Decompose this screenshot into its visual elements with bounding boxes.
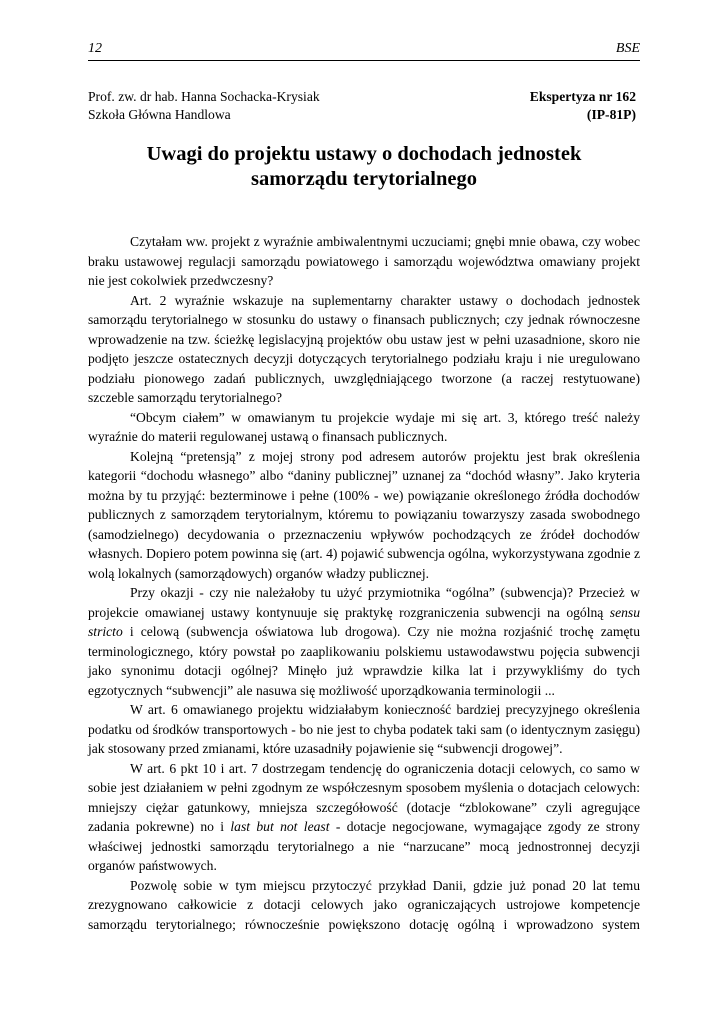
running-header	[88, 40, 640, 61]
title-line: Uwagi do projektu ustawy o dochodach jednostek	[146, 143, 582, 165]
paragraph	[88, 232, 640, 291]
expertise-code: (IP-81P)	[586, 107, 636, 122]
paragraph-text: i celową (subwencja oświatowa lub drogowa). Czy nie można rozjaśnić trochę zamętu terminologicznego, który powstał po zaaplikowaniu polskiemu ustawodawstwu pojęcia subwencji jako synonimu dotacji ogólnej? Minęło już wprawdzie kilka lat i przywykliśmy do tych egzotycznych “subwencji” ale nasuwa się możliwość uporządkowania terminologii ...	[88, 624, 640, 698]
paragraph-text: “Obcym ciałem” w omawianym tu projekcie wydaje mi się art. 3, którego treść należy wyraźnie do materii regulowanej ustawą o finansach publicznych.	[88, 409, 640, 444]
journal-abbreviation: BSE	[615, 41, 640, 56]
title-line: samorządu terytorialnego	[250, 168, 478, 190]
paragraph-text: Czytałam ww. projekt z wyraźnie ambiwalentnymi uczuciami; gnębi mnie obawa, czy wobec braku ustawowej regulacji samorządu powiatowego i samorządu województwa omawiany projekt nie jest cokolwiek przedwczesny?	[88, 234, 640, 288]
paragraph	[88, 291, 640, 408]
author-name: Prof. zw. dr hab. Hanna Sochacka-Krysiak	[88, 89, 320, 104]
paragraph	[88, 700, 640, 759]
paragraph	[88, 583, 640, 700]
page-number: 12	[88, 41, 102, 56]
author-institution: Szkoła Główna Handlowa	[88, 107, 231, 122]
paragraph-text: W art. 6 pkt 10 i art. 7 dostrzegam tendencję do ograniczenia dotacji celowych, co samo w sobie jest działaniem w pełni zgodnym ze współczesnym sposobem myślenia o dotacjach celowych: mniejszy ciężar gatunkowy, mniejsza szczegółowość (dotacje “zblokowane” czyli agregujące zadania pokrewne) no i	[88, 760, 640, 834]
latin-phrase: sensu stricto	[88, 604, 640, 639]
body-text	[88, 232, 640, 934]
paragraph	[88, 408, 640, 447]
paragraph-text: Kolejną “pretensją” z mojej strony pod adresem autorów projektu jest brak określenia kategorii “dochodu własnego” albo “daniny publicznej” uznanej za “dochód własny”. Jako kryteria można by tu przyjąć: bezterminowe i pełne (100% - we) powiązanie określonego źródła dochodów publicznych z samorządem terytorialnym, któremu to powiązaniu towarzyszy zasada swobodnego (samodzielnego) decydowania o przeznaczeniu wpływów pochodzących ze źródeł dochodów własnych. Dopiero potem powinna się (art. 4) pojawić subwencja ogólna, wykorzystywana zgodnie z wolą lokalnych (samorządowych) organów władzy publicznej.	[88, 448, 640, 581]
paragraph	[88, 447, 640, 584]
latin-phrase: last but not least	[230, 819, 330, 834]
paragraph-text: W art. 6 omawianego projektu widziałabym konieczność bardziej precyzyjnego określenia podatku od środków transportowych - bo nie jest to chyba podatek taki sam (o identycznym zasięgu) jak stosowany przed zmianami, które uzasadniły pojawienie się “subwencji drogowej”.	[88, 702, 640, 756]
paragraph	[88, 876, 640, 935]
author-block	[88, 88, 636, 124]
paragraph	[88, 759, 640, 876]
expertise-number: Ekspertyza nr 162	[529, 89, 636, 104]
paragraph-text: Przy okazji - czy nie należałoby tu użyć przymiotnika “ogólna” (subwencja)? Przecież w projekcie omawianej ustawy kontynuuje się praktykę rozgraniczenia subwencji na ogólną	[88, 585, 640, 620]
paragraph-text: Pozwolę sobie w tym miejscu przytoczyć przykład Danii, gdzie już ponad 20 lat temu zrezygnowano całkowicie z dotacji celowych jako ograniczających ustrojowe kompetencje samorządu terytorialnego; równocześnie powiększono dotację ogólną i wprowadzono system	[88, 877, 640, 932]
document-title	[88, 142, 640, 192]
paragraph-text: - dotacje negocjowane, wymagające zgody ze strony właściwej jednostki samorządu terytorialnego a nie “narzucane” mocą jednostronnej decyzji organów państwowych.	[88, 819, 640, 873]
paragraph-text: Art. 2 wyraźnie wskazuje na suplementarny charakter ustawy o dochodach jednostek samorządu terytorialnego w stosunku do ustawy o finansach publicznych; czy jednak równoczesne wprowadzenie na tzw. ścieżkę legislacyjną projektów obu ustaw jest w pełni uzasadnione, skoro nie podjęto jeszcze ostatecznych decyzji dotyczących terytorialnego podziału kraju i nie uregulowano podziału pionowego zadań publicznych, uwzględniającego tworzone (a raczej restytuowane) szczeble samorządu terytorialnego?	[88, 292, 640, 405]
